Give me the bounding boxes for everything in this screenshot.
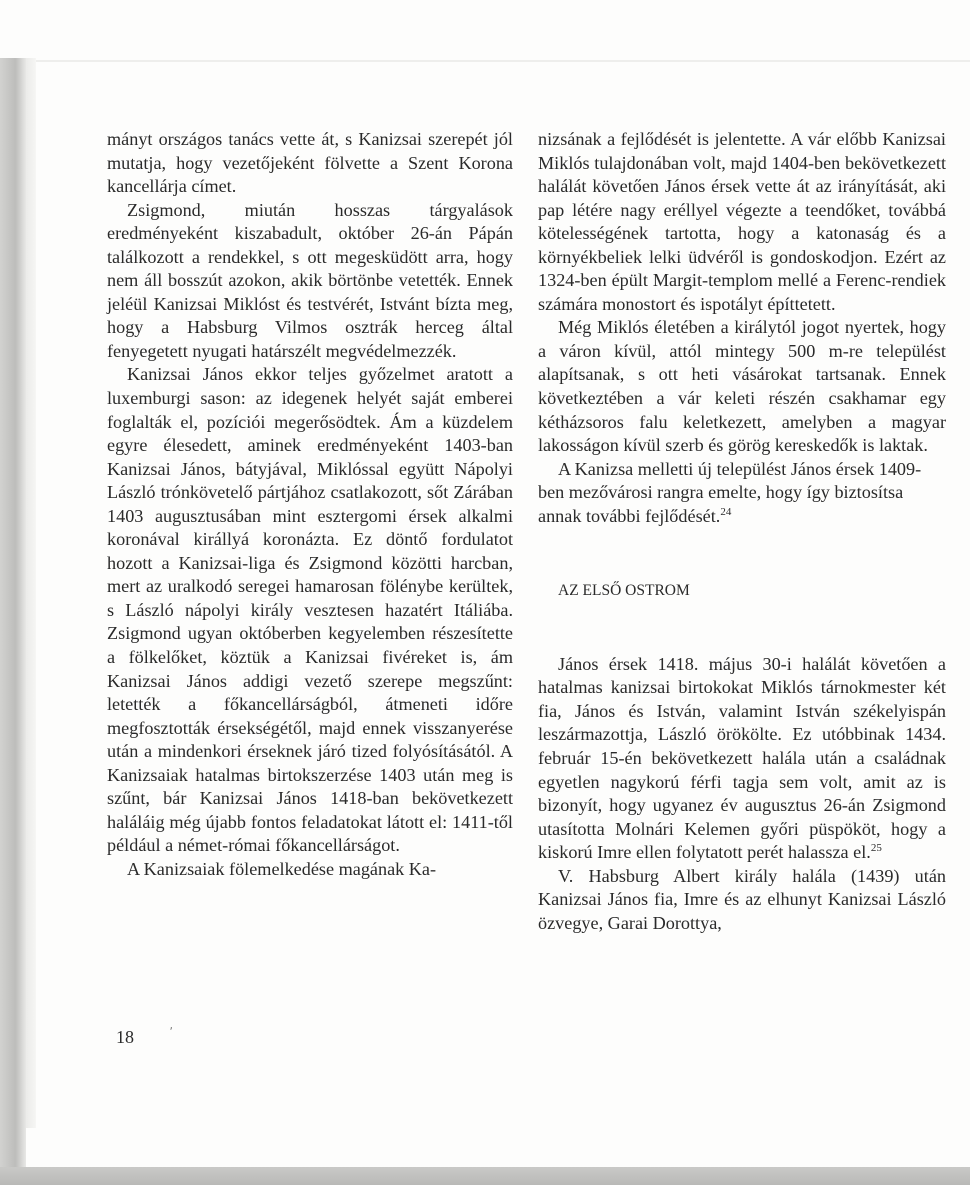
book-spine-shadow (0, 58, 26, 1185)
paragraph: Még Miklós életében a királytól jogot nyertek, hogy a váron kívül, attól mintegy 500 m-re települést alapítsanak, s ott heti vásárokat tartsanak. Ennek következtében a vár keleti részén csakhamar egy kétházsoros falu keletkezett, amelyben a magyar lakosságon kívül szerb és görög kereskedők is laktak. (538, 317, 946, 456)
paragraph: A Kanizsa melletti új települést János érsek 1409-ben mezővárosi rangra emelte, hogy így biztosítsa annak további fejlődését.$^{24}$ (538, 458, 922, 526)
right-column (538, 128, 946, 935)
left-column (107, 128, 513, 882)
paragraph: János érsek 1418. május 30-i halálát követően a hatalmas kanizsai birtokokat Miklós tárnokmester két fia, János és István, valamint István székelyispán leszármazottja, László örökölte. Ez utóbbinak 1434. február 15-én bekövetkezett halála után a családnak egyetlen nagykorú férfi tagja sem volt, amit az is bizonyít, hogy ugyanez év augusztus 26-án Zsigmond utasította Molnári Kelemen győri püspököt, hogy a kiskorú Imre ellen folytatott perét halassza el.$^{25}$ (538, 653, 946, 863)
paragraph: mányt országos tanács vette át, s Kanizsai szerepét jól mutatja, hogy vezetőjeként fölvette a Szent Korona kancellárja címet. (107, 129, 513, 197)
page-top-edge (36, 60, 970, 62)
section-heading: AZ ELSŐ OSTROM (558, 582, 690, 600)
paragraph: nizsának a fejlődését is jelentette. A vár előbb Kanizsai Miklós tulajdonában volt, majd 1404-ben bekövetkezett halálát követően János érsek vette át az irányítását, aki pap létére nagy eréllyel végezte a teendőket, továbbá kötelességének tartotta, hogy a katonaság és a környékbeliek lelki üdvéről is gondoskodjon. Ezért az 1324-ben épült Margit-templom mellé a Ferenc-rendiek számára monostort és ispotályt építtetett. (538, 129, 946, 314)
stray-mark: ʹ (170, 1024, 173, 1038)
paragraph: Zsigmond, miután hosszas tárgyalások eredményeként kiszabadult, október 26-án Pápán találkozott a rendekkel, s ott megesküdött arra, hogy nem áll bosszút azokon, akik börtönbe vetették. Ennek jeléül Kanizsai Miklóst és testvérét, Istvánt bízta meg, hogy a Habsburg Vilmos osztrák herceg által fenyegetett nyugati határszélt megvédelmezzék. (107, 199, 513, 361)
page-bottom-shadow (0, 1167, 970, 1185)
paragraph: V. Habsburg Albert király halála (1439) után Kanizsai János fia, Imre és az elhunyt Kanizsai László özvegye, Garai Dorottya, (538, 865, 946, 933)
page-edge (26, 58, 36, 1128)
footnote-ref: 25 (870, 842, 882, 855)
footnote-ref: 24 (720, 505, 732, 518)
page-number: 18 (116, 1027, 134, 1047)
paragraph: A Kanizsaiak fölemelkedése magának Ka- (127, 858, 437, 879)
paragraph: Kanizsai János ekkor teljes győzelmet aratott a luxemburgi sason: az idegenek helyét saját emberei foglalták el, pozíciói megerősödtek. Ám a küzdelem egyre élesedett, aminek eredményeként 1403-ban Kanizsai János, bátyjával, Miklóssal együtt Nápolyi László trónkövetelő pártjához csatlakozott, sőt Zárában 1403 augusztusában mint esztergomi érsek alkalmi koronával királlyá koronázta. Ez döntő fordulatot hozott a Kanizsai-liga és Zsigmond közötti harcban, mert az uralkodó seregei hamarosan fölénybe kerültek, s László nápolyi király vesztesen hazatért Itáliába. Zsigmond ugyan októberben kegyelemben részesítette a fölkelőket, köztük a Kanizsai fivéreket is, ám Kanizsai János addigi vezető szerepe megszűnt: letették a főkancellárságból, átmeneti időre megfosztották érsekségétől, majd ennek visszanyerése után a mindenkori érseknek járó tized folyósításától. A Kanizsaiak hatalmas birtokszerzése 1403 után meg is szűnt, bár Kanizsai János 1418-ban bekövetkezett haláláig még újabb fontos feladatokat látott el: 1411-től például a német-római főkancellárságot. (107, 364, 513, 856)
